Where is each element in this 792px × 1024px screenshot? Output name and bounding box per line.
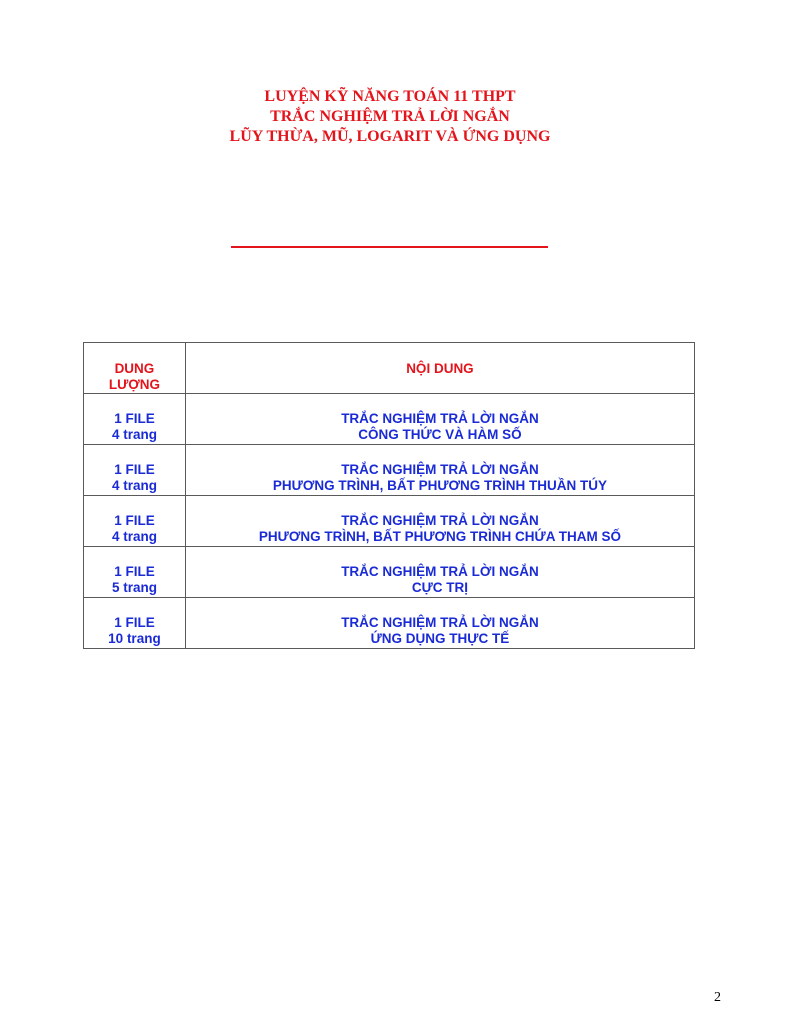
size-cell — [84, 598, 186, 649]
content-table — [83, 342, 695, 649]
content-topic: ỨNG DỤNG THỰC TẾ — [370, 631, 510, 646]
table-row — [84, 547, 695, 598]
file-count: 1 FILE — [114, 564, 155, 579]
size-cell — [84, 445, 186, 496]
size-cell — [84, 496, 186, 547]
content-type: TRẮC NGHIỆM TRẢ LỜI NGẮN — [341, 615, 539, 630]
table-header-row — [84, 343, 695, 394]
header-size-line2: LƯỢNG — [108, 377, 161, 392]
table-row — [84, 598, 695, 649]
content-topic: CỰC TRỊ — [411, 580, 469, 595]
content-cell — [185, 496, 694, 547]
content-cell — [185, 547, 694, 598]
table-row — [84, 496, 695, 547]
size-cell — [84, 394, 186, 445]
content-cell — [185, 598, 694, 649]
content-topic: PHƯƠNG TRÌNH, BẤT PHƯƠNG TRÌNH CHỨA THAM SỐ — [258, 529, 621, 544]
page-count: 4 trang — [111, 478, 157, 493]
content-cell — [185, 445, 694, 496]
title-line-format: TRẮC NGHIỆM TRẢ LỜI NGẮN — [270, 108, 510, 125]
file-count: 1 FILE — [114, 513, 155, 528]
size-cell — [84, 547, 186, 598]
title-line-topic: LŨY THỪA, MŨ, LOGARIT VÀ ỨNG DỤNG — [229, 128, 551, 145]
title-divider — [231, 246, 548, 248]
header-size-cell — [84, 343, 186, 394]
page-count: 4 trang — [111, 427, 157, 442]
page-count: 5 trang — [111, 580, 157, 595]
content-type: TRẮC NGHIỆM TRẢ LỜI NGẮN — [341, 513, 539, 528]
content-topic: PHƯƠNG TRÌNH, BẤT PHƯƠNG TRÌNH THUẦN TÚY — [272, 478, 608, 493]
document-title — [0, 87, 780, 147]
content-type: TRẮC NGHIỆM TRẢ LỜI NGẮN — [341, 462, 539, 477]
content-type: TRẮC NGHIỆM TRẢ LỜI NGẮN — [341, 411, 539, 426]
header-content-cell: NỘI DUNG — [185, 343, 694, 394]
page-count: 4 trang — [111, 529, 157, 544]
header-size-line1: DUNG — [114, 361, 155, 376]
title-line-course: LUYỆN KỸ NĂNG TOÁN 11 THPT — [264, 88, 516, 105]
file-count: 1 FILE — [114, 411, 155, 426]
content-topic: CÔNG THỨC VÀ HÀM SỐ — [358, 427, 522, 442]
file-count: 1 FILE — [114, 615, 155, 630]
table-row — [84, 445, 695, 496]
file-count: 1 FILE — [114, 462, 155, 477]
content-type: TRẮC NGHIỆM TRẢ LỜI NGẮN — [341, 564, 539, 579]
table-row — [84, 394, 695, 445]
page-number: 2 — [714, 990, 721, 1005]
page-count: 10 trang — [108, 631, 161, 646]
content-cell — [185, 394, 694, 445]
